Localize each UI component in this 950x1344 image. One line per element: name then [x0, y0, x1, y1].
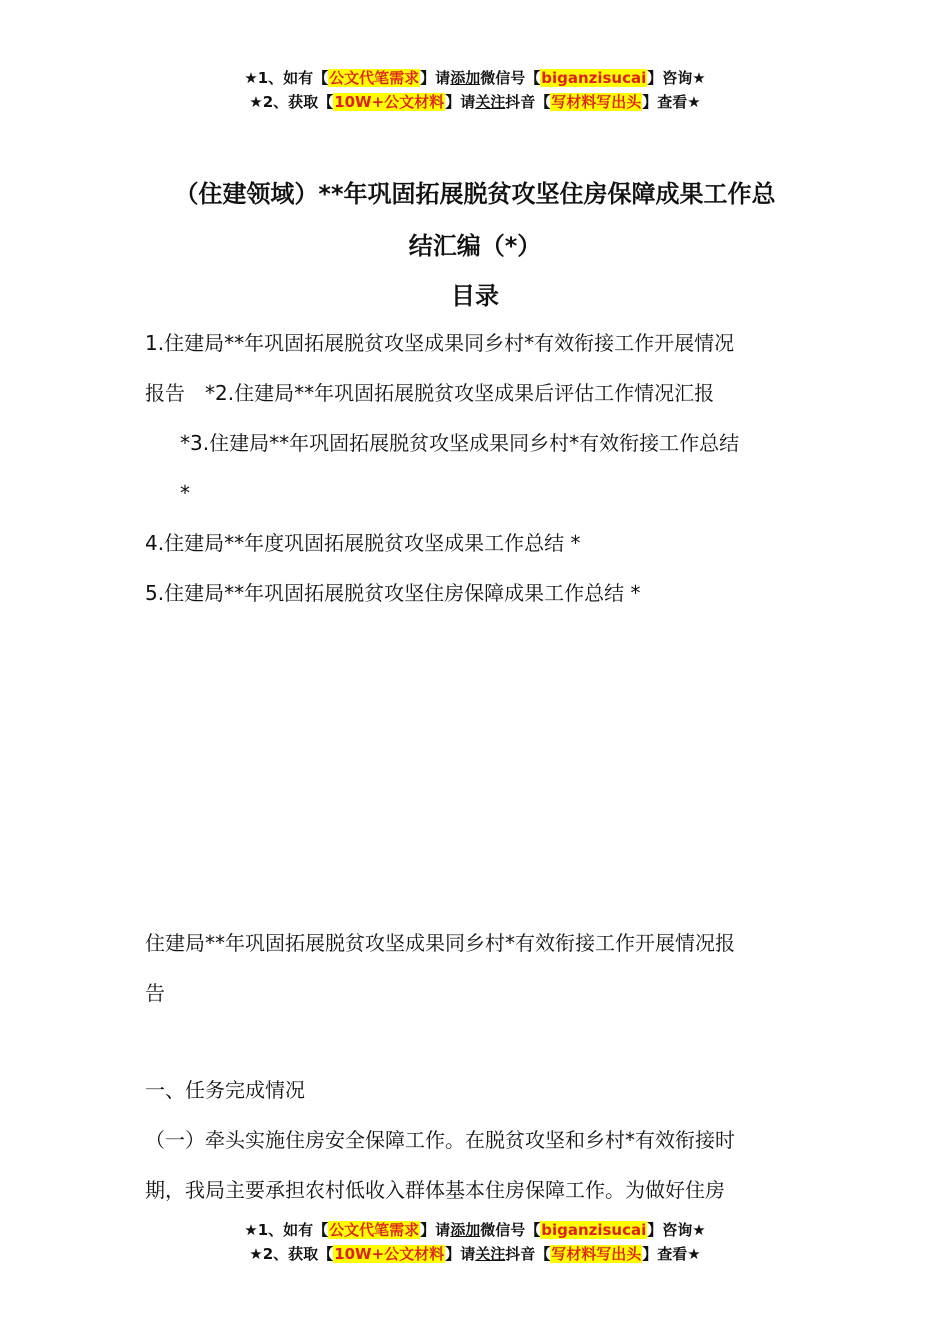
toc-line: 4.住建局**年度巩固拓展脱贫攻坚成果工作总结 *	[145, 531, 581, 555]
heading-level-1: 一、任务完成情况	[145, 1078, 305, 1102]
highlight-ghostwriting: 公文代笔需求	[329, 1221, 420, 1239]
toc-line: *	[180, 481, 190, 505]
highlight-materials: 10W+公文材料	[334, 1245, 445, 1263]
toc-line: 1.住建局**年巩固拓展脱贫攻坚成果同乡村*有效衔接工作开展情况	[145, 331, 735, 355]
toc-line: 5.住建局**年巩固拓展脱贫攻坚住房保障成果工作总结 *	[145, 581, 641, 605]
header-banner	[0, 66, 950, 114]
paragraph-line: （一）牵头实施住房安全保障工作。在脱贫攻坚和乡村*有效衔接时	[145, 1128, 735, 1152]
section-title: 告	[145, 981, 165, 1005]
paragraph-line: 期，我局主要承担农村低收入群体基本住房保障工作。为做好住房	[145, 1178, 725, 1202]
toc-line: *3.住建局**年巩固拓展脱贫攻坚成果同乡村*有效衔接工作总结	[180, 431, 740, 455]
highlight-materials: 10W+公文材料	[334, 93, 445, 111]
highlight-douyin-account: 写材料写出头	[551, 93, 642, 111]
section-title: 住建局**年巩固拓展脱贫攻坚成果同乡村*有效衔接工作开展情况报	[145, 931, 735, 955]
banner-line-2: ★2、获取【10W+公文材料】请关注抖音【写材料写出头】查看★	[249, 93, 701, 111]
footer-banner	[0, 1218, 950, 1266]
document-title-line-1: （住建领域）**年巩固拓展脱贫攻坚住房保障成果工作总	[174, 180, 776, 208]
highlight-wechat-id: biganzisucai	[541, 69, 647, 87]
highlight-ghostwriting: 公文代笔需求	[329, 69, 420, 87]
toc-line: 报告 *2.住建局**年巩固拓展脱贫攻坚成果后评估工作情况汇报	[145, 381, 715, 405]
highlight-douyin-account: 写材料写出头	[551, 1245, 642, 1263]
document-title-line-2: 结汇编（*）	[408, 232, 542, 260]
banner-line-2: ★2、获取【10W+公文材料】请关注抖音【写材料写出头】查看★	[249, 1245, 701, 1263]
banner-line-1: ★1、如有【公文代笔需求】请添加微信号【biganzisucai】咨询★	[244, 1221, 706, 1239]
toc-heading: 目录	[451, 282, 499, 310]
highlight-wechat-id: biganzisucai	[541, 1221, 647, 1239]
banner-line-1: ★1、如有【公文代笔需求】请添加微信号【biganzisucai】咨询★	[244, 69, 706, 87]
